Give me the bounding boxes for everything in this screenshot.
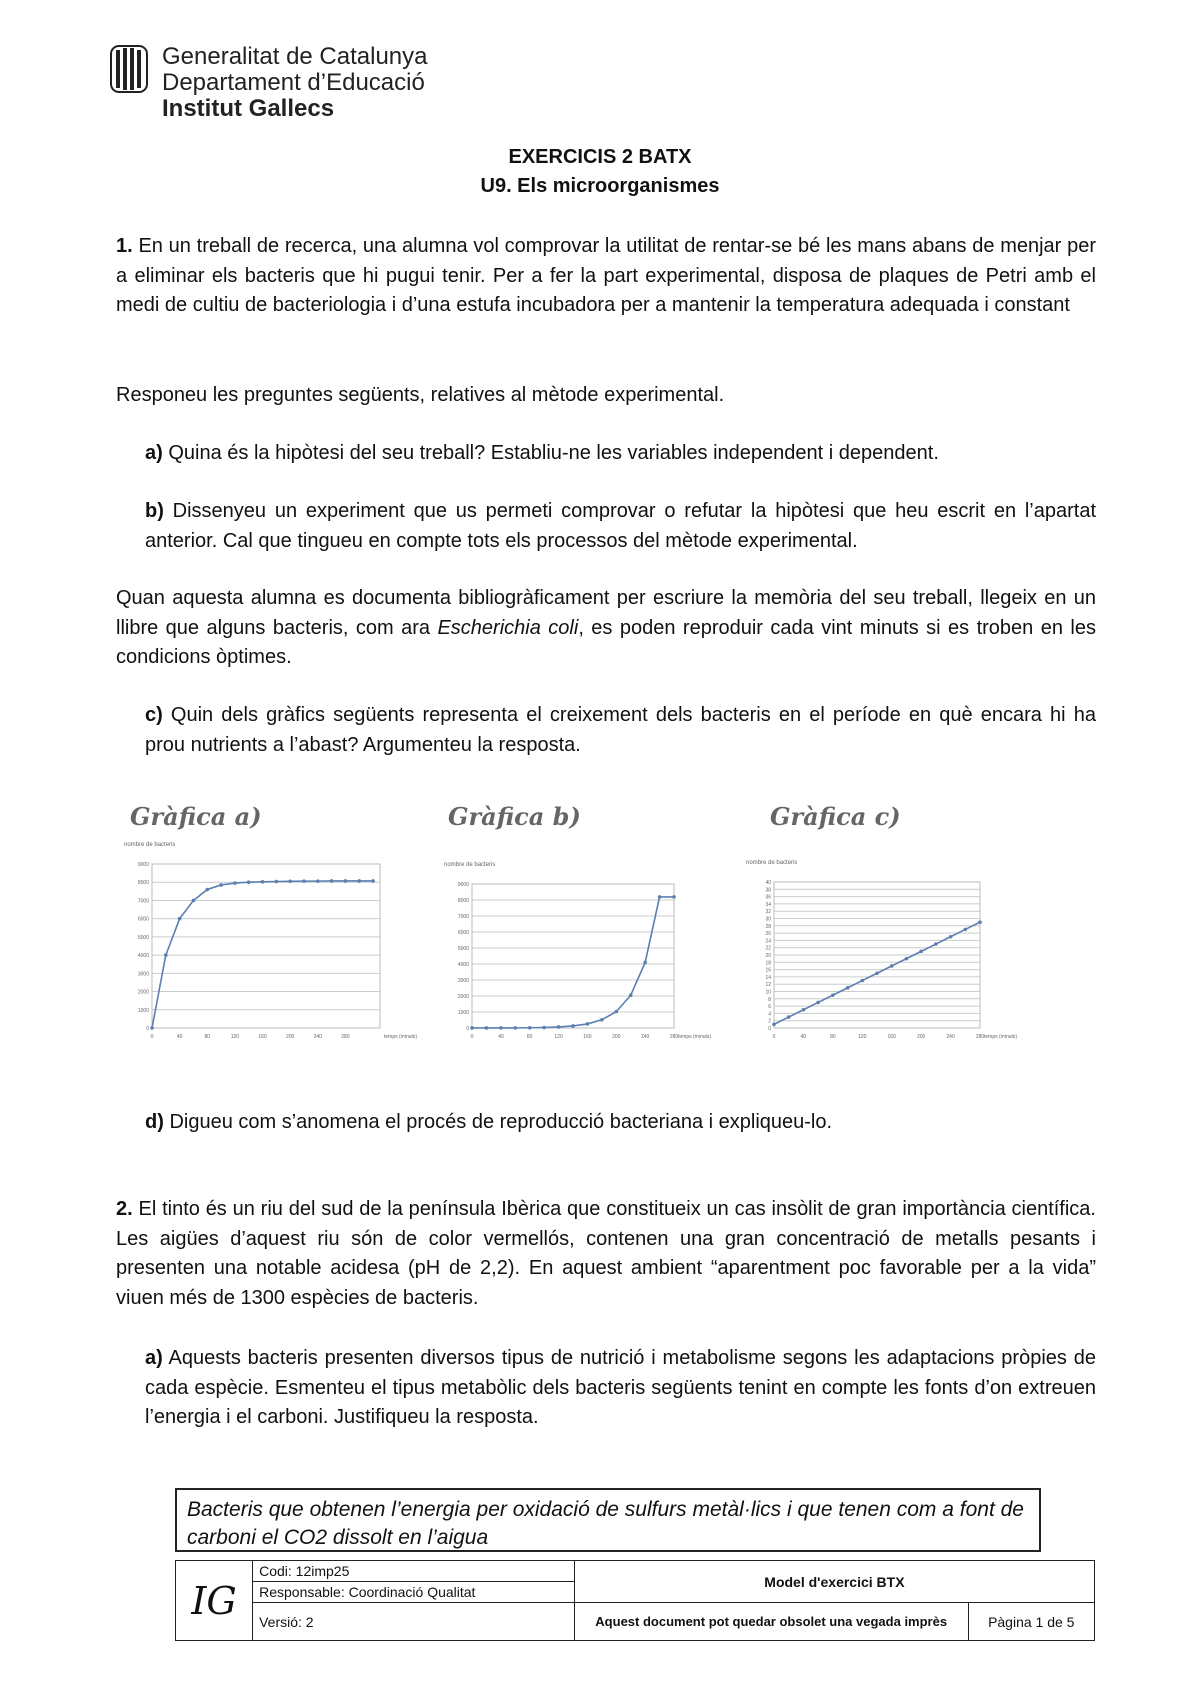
question-2a: [145, 1344, 1096, 1433]
generalitat-logo-icon: [110, 44, 148, 94]
data-point: [629, 993, 633, 997]
organization-block: [162, 44, 428, 122]
data-point: [787, 1015, 791, 1019]
y-tick-label: 9000: [137, 862, 149, 868]
y-tick-label: 40: [765, 880, 771, 886]
x-tick-label: 280: [975, 1034, 985, 1040]
document-footer: [175, 1560, 1095, 1641]
data-point: [275, 880, 279, 884]
y-tick-label: 2000: [137, 989, 149, 996]
y-axis-label: nombre de bacteris: [444, 862, 496, 868]
data-point: [905, 957, 909, 961]
unit-title: U9. Els microorganismes: [480, 175, 720, 197]
item-text: Quin dels gràfics següents representa el creixement dels bacteris en el període en què encara hi ha prou nutrients a l’abast? Argumenteu la resposta.: [145, 704, 1096, 756]
question-1-intro: [116, 232, 1096, 321]
y-tick-label: 38: [765, 887, 771, 894]
x-tick-label: 160: [258, 1034, 267, 1040]
x-tick-label: 40: [800, 1034, 807, 1040]
data-point: [919, 950, 923, 954]
data-point: [643, 961, 647, 965]
data-point: [875, 971, 879, 975]
x-tick-label: 0: [772, 1034, 776, 1040]
x-tick-label: 40: [498, 1034, 504, 1040]
data-point: [528, 1026, 532, 1030]
y-tick-label: 12: [765, 982, 771, 989]
x-tick-label: 240: [946, 1034, 955, 1040]
item-text: Quina és la hipòtesi del seu treball? Establiu-ne les variables independent i dependent.: [162, 442, 939, 464]
y-tick-label: 5000: [137, 934, 149, 941]
chart-a: [124, 838, 446, 1050]
y-axis-label: nombre de bacteris: [746, 860, 798, 866]
data-point: [261, 880, 265, 884]
y-tick-label: 24: [765, 938, 771, 945]
plot-area: [472, 884, 674, 1028]
y-tick-label: 4000: [457, 962, 469, 968]
data-point: [219, 883, 223, 887]
data-point: [571, 1024, 575, 1028]
y-tick-label: 6000: [137, 916, 149, 923]
question-1d: [145, 1108, 1096, 1138]
data-point: [557, 1025, 561, 1029]
data-point: [513, 1026, 517, 1030]
data-point: [178, 917, 182, 921]
data-point: [934, 942, 938, 946]
y-tick-label: 0: [466, 1026, 469, 1032]
data-point: [192, 899, 196, 903]
data-point: [302, 879, 306, 883]
data-point: [949, 935, 953, 939]
question-number: 2.: [116, 1198, 133, 1220]
y-tick-label: 22: [765, 945, 771, 952]
x-tick-label: 240: [640, 1034, 650, 1040]
x-tick-label: 200: [916, 1034, 926, 1040]
footer-page-number: Pàgina 1 de 5: [968, 1603, 1094, 1641]
y-tick-label: 0: [146, 1026, 149, 1032]
x-tick-label: 0: [150, 1034, 154, 1040]
y-tick-label: 9000: [457, 882, 469, 888]
data-point: [672, 895, 676, 899]
data-point: [542, 1026, 546, 1030]
data-point: [963, 928, 967, 932]
y-tick-label: 7000: [137, 898, 149, 905]
item-text: Digueu com s’anomena el procés de reproducció bacteriana i expliqueu-lo.: [163, 1111, 833, 1133]
y-tick-label: 20: [765, 953, 771, 959]
bacteria-description-box: Bacteris que obtenen l’energia per oxidació de sulfurs metàl·lics i que tenen com a font de carboni el CO2 dissolt en l’aigua: [175, 1488, 1041, 1552]
org-name: Generalitat de Catalunya: [162, 43, 428, 70]
footer-code: Codi: 12imp25: [253, 1561, 575, 1582]
data-point: [816, 1001, 820, 1005]
question-1-context: [116, 584, 1096, 673]
x-tick-label: 120: [230, 1034, 240, 1040]
x-tick-label: 80: [526, 1034, 533, 1040]
species-name: Escherichia coli: [437, 616, 579, 639]
y-tick-label: 14: [765, 974, 771, 981]
data-point: [330, 879, 334, 883]
x-tick-label: 280: [669, 1034, 679, 1040]
y-tick-label: 36: [765, 894, 771, 901]
x-tick-label: 240: [313, 1034, 322, 1040]
x-tick-label: 120: [554, 1034, 563, 1040]
x-axis-label: temps (minuts): [984, 1034, 1018, 1040]
y-tick-label: 8: [768, 996, 771, 1003]
data-point: [978, 920, 982, 924]
y-axis-label: nombre de bacteris: [124, 842, 176, 848]
y-tick-label: 5000: [457, 946, 469, 952]
x-tick-label: 40: [176, 1034, 183, 1040]
data-point: [586, 1022, 590, 1026]
question-2-intro: [116, 1195, 1096, 1313]
x-axis-label: temps (minuts): [678, 1034, 712, 1040]
footer-version: Versió: 2: [253, 1603, 575, 1641]
ig-logo: IG: [176, 1561, 253, 1641]
plot-area: [152, 864, 380, 1028]
data-point: [288, 880, 292, 884]
data-point: [658, 895, 662, 899]
footer-model: Model d'exercici BTX: [574, 1561, 1094, 1603]
y-tick-label: 28: [765, 923, 771, 930]
data-point: [614, 1010, 618, 1014]
item-label: b): [145, 500, 164, 522]
x-tick-label: 120: [858, 1034, 867, 1040]
question-1-instruction: Responeu les preguntes següents, relatives al mètode experimental.: [116, 384, 725, 406]
y-tick-label: 30: [765, 916, 771, 923]
chart-c-title: Gràfica c): [770, 802, 901, 831]
y-tick-label: 34: [765, 901, 771, 908]
school-name: Institut Gallecs: [162, 95, 335, 122]
data-point: [846, 986, 850, 990]
data-point: [150, 1026, 154, 1030]
item-label: a): [145, 442, 163, 464]
data-point: [247, 880, 251, 884]
y-tick-label: 26: [765, 931, 771, 938]
chart-b: [444, 858, 740, 1050]
question-text: El tinto és un riu del sud de la península Ibèrica que constitueix un cas insòlit de gran importància científica. Les aigües d’aquest riu són de color vermellós, contenen una gran concentració de metalls pesants i presenten una notable acidesa (pH de 2,2). En aquest ambient “aparentment poc favorable per a la vida” viuen més de 1300 espècies de bacteris.: [116, 1198, 1096, 1309]
y-tick-label: 7000: [457, 914, 469, 920]
x-axis-label: temps (minuts): [384, 1034, 418, 1040]
y-tick-label: 10: [765, 989, 771, 996]
x-tick-label: 160: [583, 1034, 592, 1040]
item-label: a): [145, 1347, 163, 1369]
question-number: 1.: [116, 235, 133, 257]
x-tick-label: 0: [470, 1034, 474, 1040]
question-1a: [145, 439, 1096, 469]
data-point: [802, 1008, 806, 1012]
footer-obsolete-note: Aquest document pot quedar obsolet una vegada imprès: [574, 1603, 968, 1641]
data-point: [164, 953, 168, 957]
y-tick-label: 4: [768, 1011, 771, 1018]
y-tick-label: 1000: [457, 1010, 469, 1016]
chart-b-title: Gràfica b): [448, 802, 581, 831]
data-point: [831, 993, 835, 997]
y-tick-label: 32: [765, 909, 771, 916]
y-tick-label: 16: [765, 967, 771, 974]
context-text: , es poden reproduir cada vint minuts si es troben en les condicions òptimes.: [116, 616, 1096, 668]
question-1c: [145, 701, 1096, 760]
item-label: c): [145, 704, 163, 726]
x-tick-label: 200: [286, 1034, 295, 1040]
context-text: Quan aquesta alumna es documenta bibliogràficament per escriure la memòria del seu treball, llegeix en un llibre que alguns bacteris, com ara: [116, 587, 1096, 639]
data-point: [233, 881, 237, 885]
data-point: [357, 879, 361, 883]
data-point: [485, 1026, 489, 1030]
item-text: Dissenyeu un experiment que us permeti comprovar o refutar la hipòtesi que heu escrit en l’apartat anterior. Cal que tingueu en compte tots els processos del mètode experimental.: [145, 500, 1096, 552]
y-tick-label: 18: [765, 960, 771, 967]
x-tick-label: 200: [612, 1034, 621, 1040]
y-tick-label: 3000: [457, 978, 469, 984]
department-name: Departament d’Educació: [162, 69, 425, 96]
item-label: d): [145, 1111, 164, 1133]
data-point: [772, 1023, 776, 1027]
data-point: [344, 879, 348, 883]
y-tick-label: 6000: [457, 930, 469, 936]
x-tick-label: 280: [341, 1034, 350, 1040]
item-text: Aquests bacteris presenten diversos tipus de nutrició i metabolisme segons les adaptacions pròpies de cada espècie. Esmenteu el tipus metabòlic dels bacteris següents tenint en compte les fonts d’on extreuen l’energia i el carboni. Justifiqueu la resposta.: [145, 1347, 1096, 1428]
question-text: En un treball de recerca, una alumna vol comprovar la utilitat de rentar-se bé les mans abans de menjar per a eliminar els bacteris que hi pugui tenir. Per a fer la part experimental, disposa de plaques de Petri amb el medi de cultiu de bacteriologia i d’una estufa incubadora per a mantenir la temperatura adequada i constant: [116, 235, 1096, 316]
footer-responsible: Responsable: Coordinació Qualitat: [253, 1582, 575, 1603]
chart-c: [746, 856, 1046, 1050]
y-tick-label: 2000: [457, 994, 469, 1000]
series-line: [152, 881, 373, 1028]
page-title: EXERCICIS 2 BATX: [508, 146, 692, 168]
y-tick-label: 8000: [137, 880, 149, 887]
data-point: [600, 1018, 604, 1022]
data-point: [890, 964, 894, 968]
data-point: [470, 1026, 474, 1030]
data-point: [499, 1026, 503, 1030]
y-tick-label: 4000: [137, 953, 149, 960]
y-tick-label: 8000: [457, 898, 469, 904]
data-point: [371, 879, 375, 883]
y-tick-label: 1000: [137, 1007, 149, 1014]
question-1b: [145, 497, 1096, 556]
y-tick-label: 2: [768, 1018, 771, 1025]
data-point: [316, 879, 320, 883]
y-tick-label: 6: [768, 1004, 771, 1011]
y-tick-label: 0: [768, 1026, 771, 1032]
x-tick-label: 80: [204, 1034, 211, 1040]
y-tick-label: 3000: [137, 971, 149, 978]
data-point: [860, 979, 864, 983]
x-tick-label: 160: [887, 1034, 896, 1040]
chart-a-title: Gràfica a): [130, 802, 262, 831]
x-tick-label: 80: [830, 1034, 836, 1040]
data-point: [205, 888, 209, 892]
